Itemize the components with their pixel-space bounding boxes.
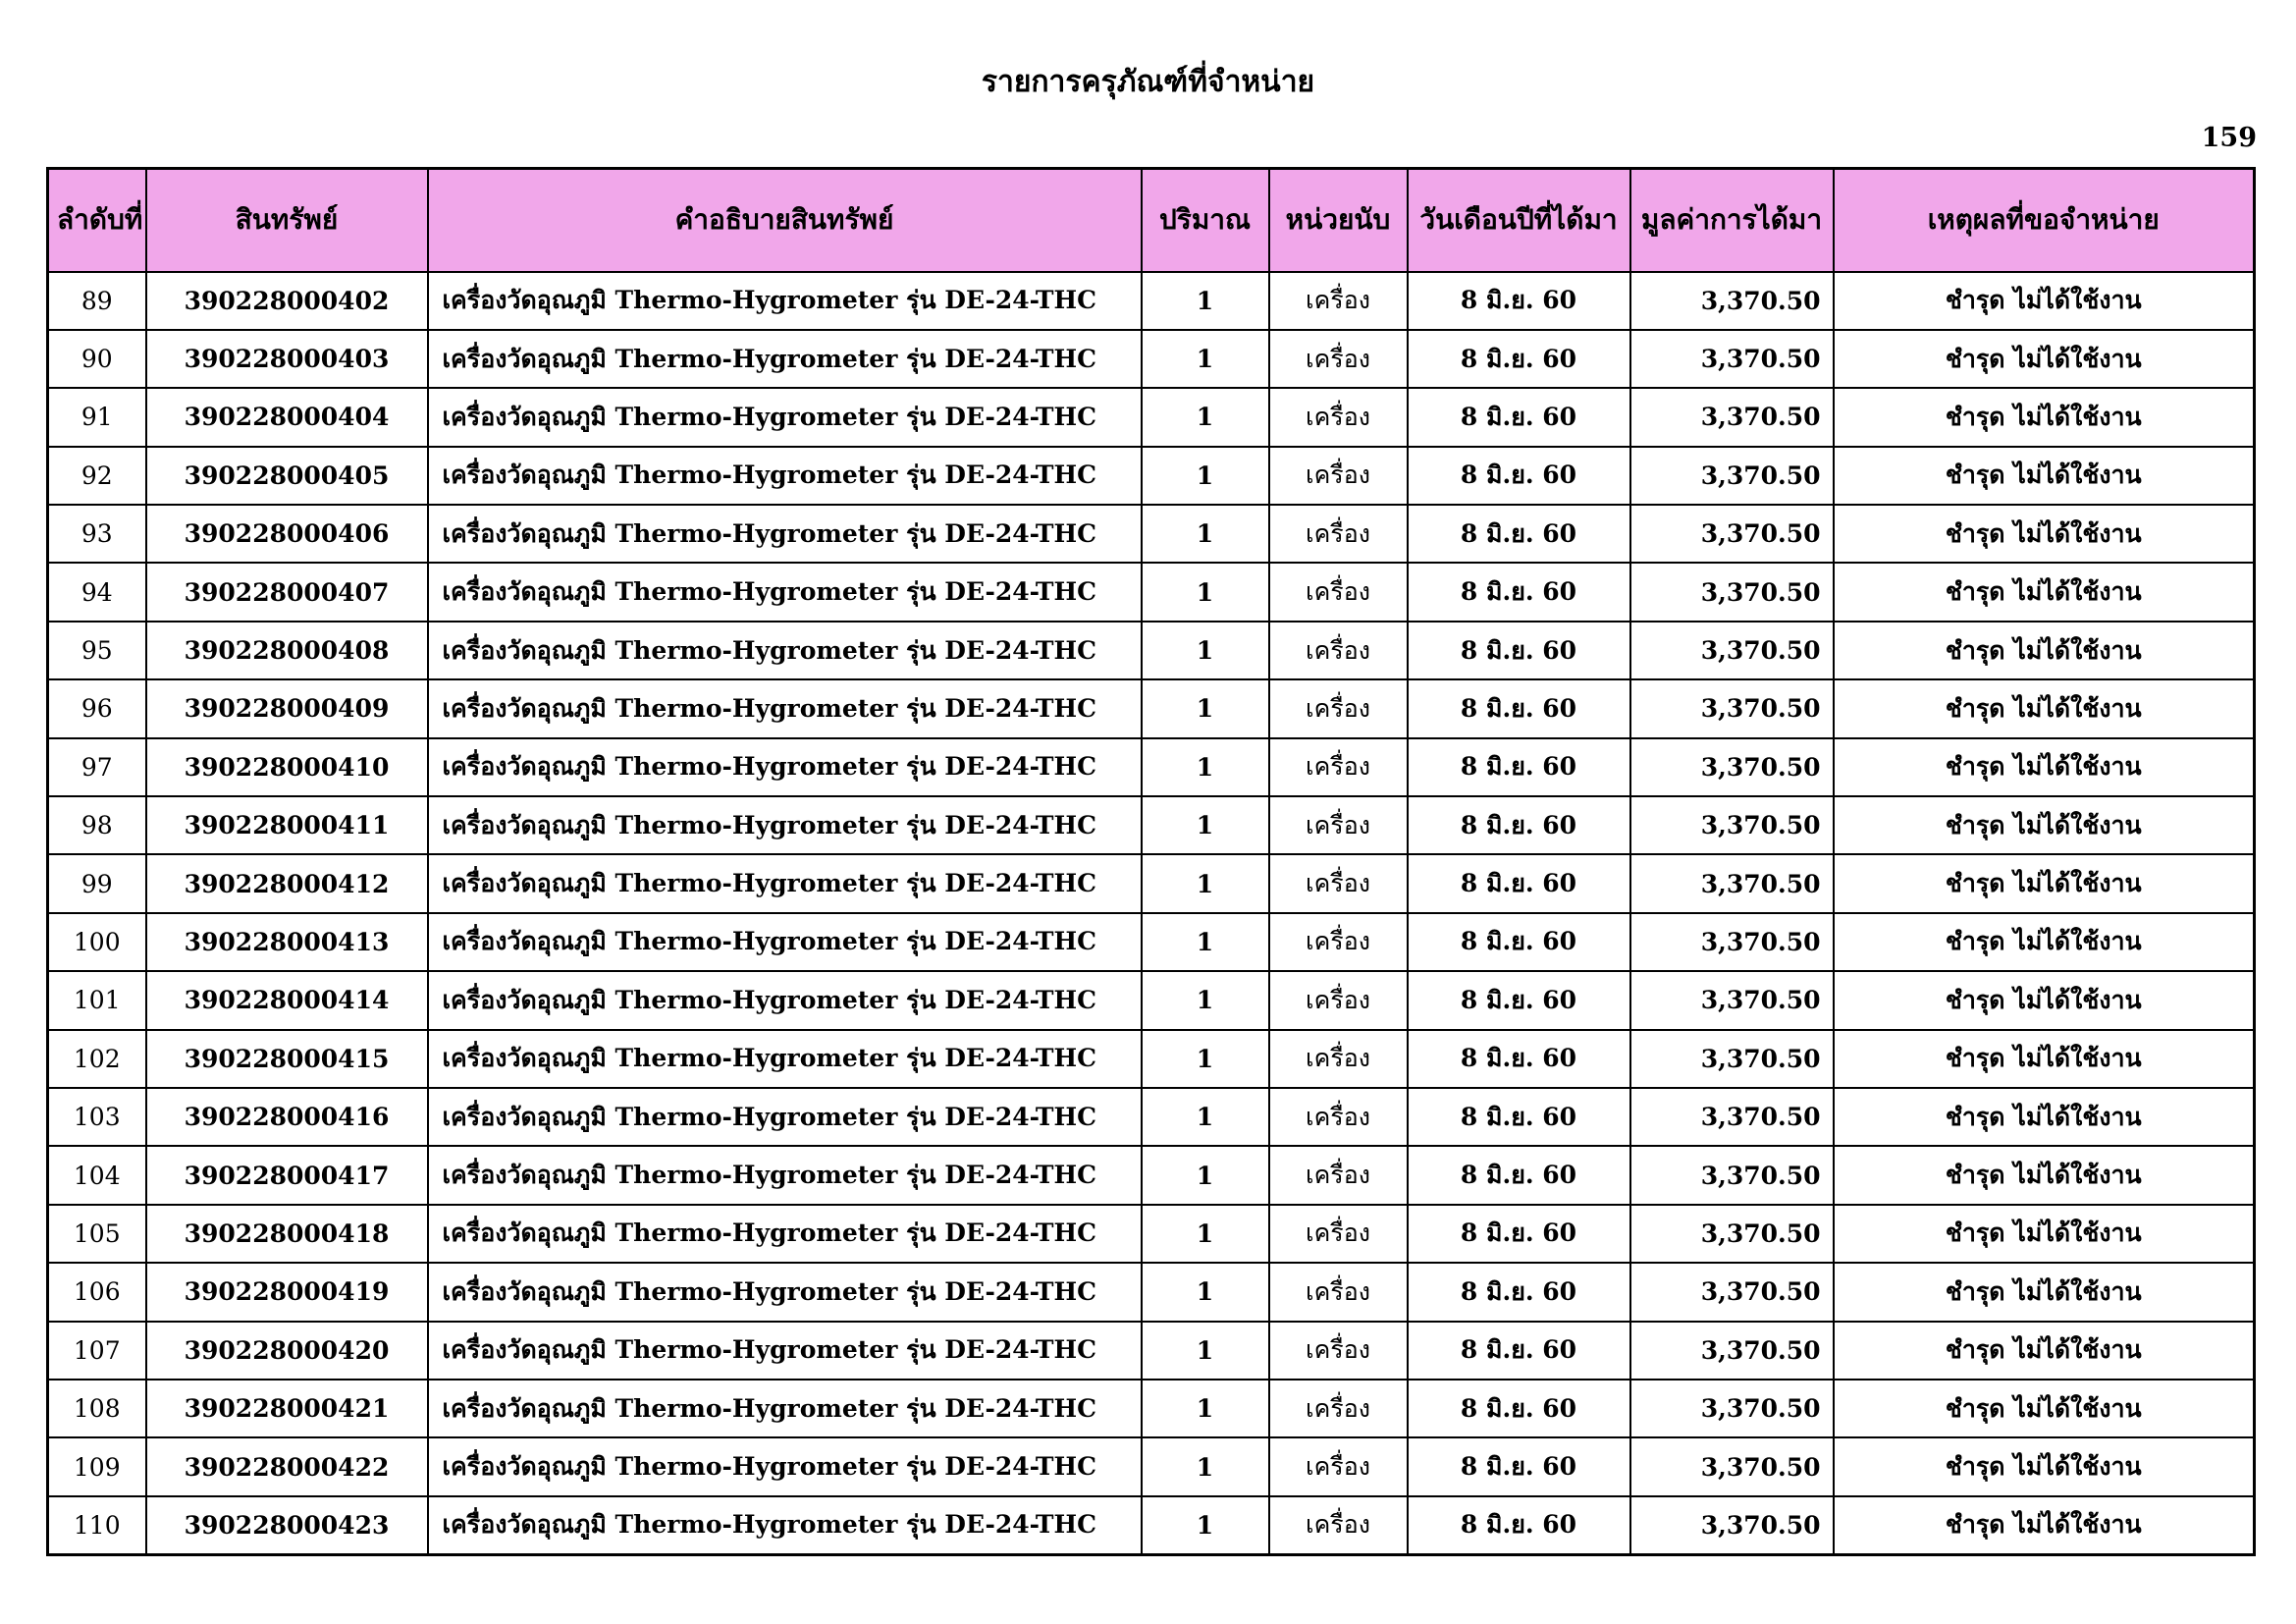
cell-unit: เครื่อง xyxy=(1269,1030,1408,1088)
cell-disposal-reason: ชำรุด ไม่ได้ใช้งาน xyxy=(1834,388,2255,446)
cell-asset-code: 390228000423 xyxy=(146,1496,428,1554)
table-row xyxy=(48,913,2255,971)
cell-asset-code: 390228000407 xyxy=(146,563,428,621)
cell-disposal-reason: ชำรุด ไม่ได้ใช้งาน xyxy=(1834,505,2255,563)
cell-acquired-date: 8 มิ.ย. 60 xyxy=(1408,563,1630,621)
cell-acquired-value: 3,370.50 xyxy=(1630,447,1834,505)
cell-seq: 95 xyxy=(48,622,146,679)
cell-acquired-date: 8 มิ.ย. 60 xyxy=(1408,1146,1630,1204)
cell-unit: เครื่อง xyxy=(1269,1205,1408,1263)
cell-seq: 106 xyxy=(48,1263,146,1321)
cell-acquired-value: 3,370.50 xyxy=(1630,913,1834,971)
cell-disposal-reason: ชำรุด ไม่ได้ใช้งาน xyxy=(1834,679,2255,737)
table-body xyxy=(48,272,2255,1555)
cell-disposal-reason: ชำรุด ไม่ได้ใช้งาน xyxy=(1834,330,2255,388)
cell-quantity: 1 xyxy=(1142,447,1269,505)
cell-quantity: 1 xyxy=(1142,1322,1269,1380)
cell-acquired-date: 8 มิ.ย. 60 xyxy=(1408,679,1630,737)
cell-asset-code: 390228000404 xyxy=(146,388,428,446)
cell-disposal-reason: ชำรุด ไม่ได้ใช้งาน xyxy=(1834,796,2255,854)
table-row xyxy=(48,1088,2255,1146)
cell-description: เครื่องวัดอุณภูมิ Thermo-Hygrometer รุ่น DE-24-THC xyxy=(428,330,1142,388)
header-acquired-date: วันเดือนปีที่ได้มา xyxy=(1408,169,1630,272)
cell-acquired-value: 3,370.50 xyxy=(1630,330,1834,388)
cell-description: เครื่องวัดอุณภูมิ Thermo-Hygrometer รุ่น DE-24-THC xyxy=(428,563,1142,621)
cell-disposal-reason: ชำรุด ไม่ได้ใช้งาน xyxy=(1834,1263,2255,1321)
cell-quantity: 1 xyxy=(1142,1496,1269,1554)
cell-acquired-date: 8 มิ.ย. 60 xyxy=(1408,1263,1630,1321)
table-row xyxy=(48,796,2255,854)
cell-asset-code: 390228000420 xyxy=(146,1322,428,1380)
cell-disposal-reason: ชำรุด ไม่ได้ใช้งาน xyxy=(1834,913,2255,971)
table-row xyxy=(48,854,2255,912)
cell-asset-code: 390228000411 xyxy=(146,796,428,854)
cell-seq: 103 xyxy=(48,1088,146,1146)
cell-seq: 105 xyxy=(48,1205,146,1263)
cell-acquired-value: 3,370.50 xyxy=(1630,679,1834,737)
cell-unit: เครื่อง xyxy=(1269,388,1408,446)
cell-description: เครื่องวัดอุณภูมิ Thermo-Hygrometer รุ่น DE-24-THC xyxy=(428,505,1142,563)
cell-description: เครื่องวัดอุณภูมิ Thermo-Hygrometer รุ่น DE-24-THC xyxy=(428,1205,1142,1263)
cell-unit: เครื่อง xyxy=(1269,272,1408,330)
cell-seq: 97 xyxy=(48,738,146,796)
cell-acquired-value: 3,370.50 xyxy=(1630,272,1834,330)
table-row xyxy=(48,1263,2255,1321)
cell-asset-code: 390228000402 xyxy=(146,272,428,330)
cell-acquired-date: 8 มิ.ย. 60 xyxy=(1408,1205,1630,1263)
cell-asset-code: 390228000406 xyxy=(146,505,428,563)
cell-asset-code: 390228000410 xyxy=(146,738,428,796)
cell-unit: เครื่อง xyxy=(1269,679,1408,737)
cell-asset-code: 390228000417 xyxy=(146,1146,428,1204)
cell-acquired-date: 8 มิ.ย. 60 xyxy=(1408,971,1630,1029)
page-number: 159 xyxy=(2201,123,2257,153)
cell-asset-code: 390228000412 xyxy=(146,854,428,912)
cell-description: เครื่องวัดอุณภูมิ Thermo-Hygrometer รุ่น DE-24-THC xyxy=(428,447,1142,505)
cell-asset-code: 390228000422 xyxy=(146,1437,428,1495)
cell-description: เครื่องวัดอุณภูมิ Thermo-Hygrometer รุ่น DE-24-THC xyxy=(428,796,1142,854)
cell-disposal-reason: ชำรุด ไม่ได้ใช้งาน xyxy=(1834,1205,2255,1263)
table-header-row xyxy=(48,169,2255,272)
cell-seq: 109 xyxy=(48,1437,146,1495)
cell-quantity: 1 xyxy=(1142,622,1269,679)
cell-asset-code: 390228000419 xyxy=(146,1263,428,1321)
table-row xyxy=(48,505,2255,563)
cell-seq: 100 xyxy=(48,913,146,971)
header-description: คำอธิบายสินทรัพย์ xyxy=(428,169,1142,272)
cell-asset-code: 390228000415 xyxy=(146,1030,428,1088)
cell-asset-code: 390228000409 xyxy=(146,679,428,737)
cell-unit: เครื่อง xyxy=(1269,622,1408,679)
table-row xyxy=(48,1322,2255,1380)
cell-description: เครื่องวัดอุณภูมิ Thermo-Hygrometer รุ่น DE-24-THC xyxy=(428,1088,1142,1146)
header-acquired-value: มูลค่าการได้มา xyxy=(1630,169,1834,272)
cell-disposal-reason: ชำรุด ไม่ได้ใช้งาน xyxy=(1834,971,2255,1029)
cell-description: เครื่องวัดอุณภูมิ Thermo-Hygrometer รุ่น DE-24-THC xyxy=(428,388,1142,446)
cell-acquired-value: 3,370.50 xyxy=(1630,505,1834,563)
cell-acquired-value: 3,370.50 xyxy=(1630,1030,1834,1088)
table-row xyxy=(48,447,2255,505)
cell-asset-code: 390228000414 xyxy=(146,971,428,1029)
cell-acquired-value: 3,370.50 xyxy=(1630,1263,1834,1321)
cell-acquired-date: 8 มิ.ย. 60 xyxy=(1408,796,1630,854)
asset-disposal-table xyxy=(46,167,2256,1556)
cell-description: เครื่องวัดอุณภูมิ Thermo-Hygrometer รุ่น DE-24-THC xyxy=(428,679,1142,737)
cell-unit: เครื่อง xyxy=(1269,738,1408,796)
table-row xyxy=(48,563,2255,621)
cell-quantity: 1 xyxy=(1142,1205,1269,1263)
header-seq: ลำดับที่ xyxy=(48,169,146,272)
cell-acquired-value: 3,370.50 xyxy=(1630,971,1834,1029)
cell-disposal-reason: ชำรุด ไม่ได้ใช้งาน xyxy=(1834,1496,2255,1554)
cell-acquired-value: 3,370.50 xyxy=(1630,854,1834,912)
cell-disposal-reason: ชำรุด ไม่ได้ใช้งาน xyxy=(1834,1322,2255,1380)
cell-acquired-value: 3,370.50 xyxy=(1630,1437,1834,1495)
cell-description: เครื่องวัดอุณภูมิ Thermo-Hygrometer รุ่น DE-24-THC xyxy=(428,1030,1142,1088)
cell-description: เครื่องวัดอุณภูมิ Thermo-Hygrometer รุ่น DE-24-THC xyxy=(428,1322,1142,1380)
table-row xyxy=(48,1437,2255,1495)
cell-asset-code: 390228000408 xyxy=(146,622,428,679)
cell-unit: เครื่อง xyxy=(1269,1496,1408,1554)
cell-disposal-reason: ชำรุด ไม่ได้ใช้งาน xyxy=(1834,1146,2255,1204)
cell-acquired-value: 3,370.50 xyxy=(1630,1496,1834,1554)
cell-seq: 90 xyxy=(48,330,146,388)
cell-quantity: 1 xyxy=(1142,1263,1269,1321)
cell-unit: เครื่อง xyxy=(1269,1263,1408,1321)
cell-quantity: 1 xyxy=(1142,796,1269,854)
cell-acquired-value: 3,370.50 xyxy=(1630,563,1834,621)
cell-unit: เครื่อง xyxy=(1269,447,1408,505)
cell-description: เครื่องวัดอุณภูมิ Thermo-Hygrometer รุ่น DE-24-THC xyxy=(428,1437,1142,1495)
cell-description: เครื่องวัดอุณภูมิ Thermo-Hygrometer รุ่น DE-24-THC xyxy=(428,1263,1142,1321)
cell-acquired-date: 8 มิ.ย. 60 xyxy=(1408,1322,1630,1380)
cell-acquired-value: 3,370.50 xyxy=(1630,1146,1834,1204)
cell-acquired-date: 8 มิ.ย. 60 xyxy=(1408,505,1630,563)
cell-quantity: 1 xyxy=(1142,679,1269,737)
cell-acquired-value: 3,370.50 xyxy=(1630,1088,1834,1146)
cell-seq: 110 xyxy=(48,1496,146,1554)
cell-acquired-date: 8 มิ.ย. 60 xyxy=(1408,913,1630,971)
cell-acquired-date: 8 มิ.ย. 60 xyxy=(1408,854,1630,912)
cell-seq: 102 xyxy=(48,1030,146,1088)
table-row xyxy=(48,622,2255,679)
cell-acquired-date: 8 มิ.ย. 60 xyxy=(1408,622,1630,679)
header-unit: หน่วยนับ xyxy=(1269,169,1408,272)
cell-seq: 93 xyxy=(48,505,146,563)
cell-description: เครื่องวัดอุณภูมิ Thermo-Hygrometer รุ่น DE-24-THC xyxy=(428,1146,1142,1204)
cell-acquired-value: 3,370.50 xyxy=(1630,1322,1834,1380)
cell-description: เครื่องวัดอุณภูมิ Thermo-Hygrometer รุ่น DE-24-THC xyxy=(428,913,1142,971)
cell-quantity: 1 xyxy=(1142,971,1269,1029)
table-row xyxy=(48,971,2255,1029)
cell-unit: เครื่อง xyxy=(1269,1322,1408,1380)
cell-quantity: 1 xyxy=(1142,563,1269,621)
cell-acquired-date: 8 มิ.ย. 60 xyxy=(1408,447,1630,505)
table-row xyxy=(48,1380,2255,1437)
cell-disposal-reason: ชำรุด ไม่ได้ใช้งาน xyxy=(1834,1030,2255,1088)
table-row xyxy=(48,330,2255,388)
table-row xyxy=(48,679,2255,737)
table-row xyxy=(48,1030,2255,1088)
cell-seq: 101 xyxy=(48,971,146,1029)
cell-seq: 104 xyxy=(48,1146,146,1204)
cell-quantity: 1 xyxy=(1142,505,1269,563)
table-row xyxy=(48,272,2255,330)
cell-acquired-date: 8 มิ.ย. 60 xyxy=(1408,1088,1630,1146)
cell-acquired-value: 3,370.50 xyxy=(1630,622,1834,679)
table-row xyxy=(48,1146,2255,1204)
cell-quantity: 1 xyxy=(1142,1030,1269,1088)
cell-acquired-value: 3,370.50 xyxy=(1630,388,1834,446)
cell-quantity: 1 xyxy=(1142,913,1269,971)
cell-seq: 107 xyxy=(48,1322,146,1380)
cell-asset-code: 390228000421 xyxy=(146,1380,428,1437)
cell-quantity: 1 xyxy=(1142,330,1269,388)
cell-asset-code: 390228000413 xyxy=(146,913,428,971)
cell-disposal-reason: ชำรุด ไม่ได้ใช้งาน xyxy=(1834,1088,2255,1146)
cell-description: เครื่องวัดอุณภูมิ Thermo-Hygrometer รุ่น DE-24-THC xyxy=(428,854,1142,912)
cell-description: เครื่องวัดอุณภูมิ Thermo-Hygrometer รุ่น DE-24-THC xyxy=(428,272,1142,330)
header-disposal-reason: เหตุผลที่ขอจำหน่าย xyxy=(1834,169,2255,272)
cell-unit: เครื่อง xyxy=(1269,1146,1408,1204)
cell-unit: เครื่อง xyxy=(1269,854,1408,912)
cell-seq: 99 xyxy=(48,854,146,912)
cell-unit: เครื่อง xyxy=(1269,563,1408,621)
cell-seq: 108 xyxy=(48,1380,146,1437)
cell-disposal-reason: ชำรุด ไม่ได้ใช้งาน xyxy=(1834,563,2255,621)
cell-asset-code: 390228000418 xyxy=(146,1205,428,1263)
cell-disposal-reason: ชำรุด ไม่ได้ใช้งาน xyxy=(1834,447,2255,505)
cell-asset-code: 390228000416 xyxy=(146,1088,428,1146)
cell-description: เครื่องวัดอุณภูมิ Thermo-Hygrometer รุ่น DE-24-THC xyxy=(428,622,1142,679)
cell-description: เครื่องวัดอุณภูมิ Thermo-Hygrometer รุ่น DE-24-THC xyxy=(428,1496,1142,1554)
cell-seq: 98 xyxy=(48,796,146,854)
cell-unit: เครื่อง xyxy=(1269,971,1408,1029)
cell-unit: เครื่อง xyxy=(1269,796,1408,854)
header-asset-code: สินทรัพย์ xyxy=(146,169,428,272)
cell-quantity: 1 xyxy=(1142,1380,1269,1437)
cell-unit: เครื่อง xyxy=(1269,1088,1408,1146)
cell-seq: 92 xyxy=(48,447,146,505)
cell-seq: 91 xyxy=(48,388,146,446)
cell-description: เครื่องวัดอุณภูมิ Thermo-Hygrometer รุ่น DE-24-THC xyxy=(428,1380,1142,1437)
cell-acquired-date: 8 มิ.ย. 60 xyxy=(1408,1496,1630,1554)
cell-acquired-date: 8 มิ.ย. 60 xyxy=(1408,388,1630,446)
table-row xyxy=(48,738,2255,796)
cell-quantity: 1 xyxy=(1142,272,1269,330)
table-row xyxy=(48,388,2255,446)
cell-description: เครื่องวัดอุณภูมิ Thermo-Hygrometer รุ่น DE-24-THC xyxy=(428,738,1142,796)
cell-seq: 96 xyxy=(48,679,146,737)
cell-unit: เครื่อง xyxy=(1269,1437,1408,1495)
cell-disposal-reason: ชำรุด ไม่ได้ใช้งาน xyxy=(1834,738,2255,796)
cell-acquired-value: 3,370.50 xyxy=(1630,796,1834,854)
header-quantity: ปริมาณ xyxy=(1142,169,1269,272)
cell-quantity: 1 xyxy=(1142,388,1269,446)
cell-acquired-value: 3,370.50 xyxy=(1630,1380,1834,1437)
cell-quantity: 1 xyxy=(1142,1088,1269,1146)
cell-acquired-date: 8 มิ.ย. 60 xyxy=(1408,738,1630,796)
cell-unit: เครื่อง xyxy=(1269,330,1408,388)
cell-seq: 94 xyxy=(48,563,146,621)
cell-asset-code: 390228000403 xyxy=(146,330,428,388)
cell-quantity: 1 xyxy=(1142,1146,1269,1204)
cell-acquired-date: 8 มิ.ย. 60 xyxy=(1408,272,1630,330)
cell-acquired-date: 8 มิ.ย. 60 xyxy=(1408,1380,1630,1437)
cell-description: เครื่องวัดอุณภูมิ Thermo-Hygrometer รุ่น DE-24-THC xyxy=(428,971,1142,1029)
cell-disposal-reason: ชำรุด ไม่ได้ใช้งาน xyxy=(1834,854,2255,912)
table-row xyxy=(48,1496,2255,1554)
table-row xyxy=(48,1205,2255,1263)
cell-disposal-reason: ชำรุด ไม่ได้ใช้งาน xyxy=(1834,1380,2255,1437)
cell-disposal-reason: ชำรุด ไม่ได้ใช้งาน xyxy=(1834,622,2255,679)
cell-unit: เครื่อง xyxy=(1269,505,1408,563)
document-title: รายการครุภัณฑ์ที่จำหน่าย xyxy=(981,65,1315,99)
cell-unit: เครื่อง xyxy=(1269,1380,1408,1437)
cell-disposal-reason: ชำรุด ไม่ได้ใช้งาน xyxy=(1834,272,2255,330)
cell-acquired-value: 3,370.50 xyxy=(1630,738,1834,796)
cell-unit: เครื่อง xyxy=(1269,913,1408,971)
cell-seq: 89 xyxy=(48,272,146,330)
cell-asset-code: 390228000405 xyxy=(146,447,428,505)
cell-acquired-value: 3,370.50 xyxy=(1630,1205,1834,1263)
cell-acquired-date: 8 มิ.ย. 60 xyxy=(1408,1437,1630,1495)
cell-acquired-date: 8 มิ.ย. 60 xyxy=(1408,330,1630,388)
cell-quantity: 1 xyxy=(1142,854,1269,912)
cell-acquired-date: 8 มิ.ย. 60 xyxy=(1408,1030,1630,1088)
cell-quantity: 1 xyxy=(1142,1437,1269,1495)
cell-disposal-reason: ชำรุด ไม่ได้ใช้งาน xyxy=(1834,1437,2255,1495)
cell-quantity: 1 xyxy=(1142,738,1269,796)
